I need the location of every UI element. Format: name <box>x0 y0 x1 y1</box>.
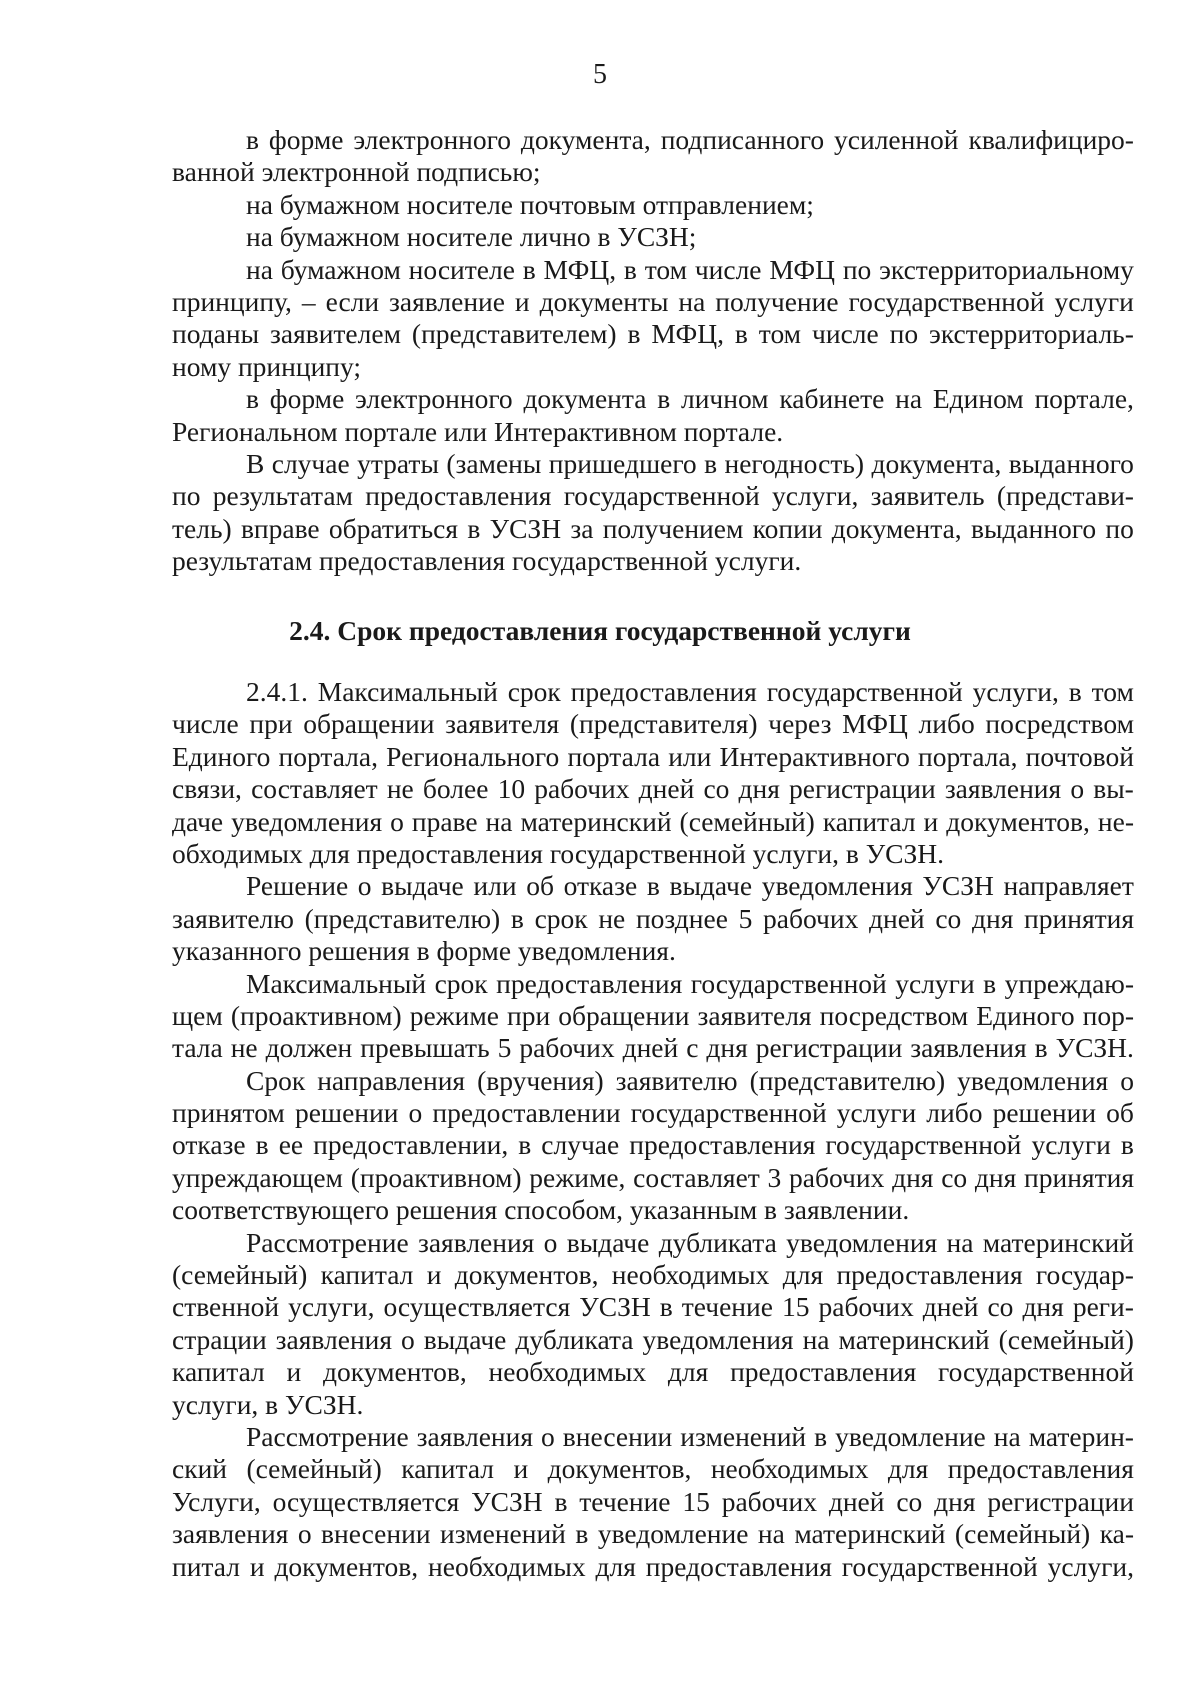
text-line: Решение о выдаче или об отказе в выдаче уведомления УСЗН направляет <box>246 870 1134 902</box>
text-line: страции заявления о выдаче дубликата уведомления на материнский (семейный) <box>172 1323 1134 1355</box>
text-line: даче уведомления о праве на материнский (семейный) капитал и документов, не- <box>172 805 1134 837</box>
text-line: на бумажном носителе почтовым отправлением; <box>246 188 814 220</box>
text-line: 2.4.1. Максимальный срок предоставления государственной услуги, в том <box>246 676 1134 707</box>
text-line: на бумажном носителе в МФЦ, в том числе МФЦ по экстерриториальному <box>246 253 1134 285</box>
text-line: в форме электронного документа в личном кабинете на Едином портале, <box>246 383 1134 415</box>
text-line: Региональном портале или Интерактивном портале. <box>172 415 784 447</box>
text-line: В случае утраты (замены пришедшего в негодность) документа, выданного <box>246 447 1134 479</box>
text-line: связи, составляет не более 10 рабочих дней со дня регистрации заявления о вы- <box>172 773 1134 805</box>
text-line: обходимых для предоставления государственной услуги, в УСЗН. <box>172 837 945 869</box>
text-line: ванной электронной подписью; <box>172 156 541 188</box>
body-text-block-2 <box>172 676 1134 1583</box>
page-number: 5 <box>593 59 607 90</box>
text-line: результатам предоставления государственной услуги. <box>172 545 802 577</box>
text-line: капитал и документов, необходимых для предоставления государственной <box>172 1356 1134 1388</box>
text-line: заявления о внесении изменений в уведомление на материнский (семейный) ка- <box>172 1518 1134 1550</box>
text-line: ному принципу; <box>172 350 362 382</box>
text-line: Рассмотрение заявления о выдаче дубликата уведомления на материнский <box>246 1226 1134 1258</box>
text-line: заявителю (представителю) в срок не позднее 5 рабочих дней со дня принятия <box>172 902 1134 934</box>
text-line: питал и документов, необходимых для предоставления государственной услуги, <box>172 1550 1134 1582</box>
text-line: упреждающем (проактивном) режиме, составляет 3 рабочих дня со дня принятия <box>172 1161 1134 1193</box>
text-line: услуги, в УСЗН. <box>172 1388 364 1420</box>
text-line: принятом решении о предоставлении государственной услуги либо решении об <box>172 1097 1134 1129</box>
text-line: (семейный) капитал и документов, необходимых для предоставления государ- <box>172 1259 1134 1291</box>
text-line: на бумажном носителе лично в УСЗН; <box>246 221 697 253</box>
text-line: Рассмотрение заявления о внесении изменений в уведомление на материн- <box>246 1420 1134 1452</box>
body-text-block-1 <box>172 124 1134 577</box>
text-line: Услуги, осуществляется УСЗН в течение 15 рабочих дней со дня регистрации <box>172 1485 1134 1517</box>
text-line: принципу, – если заявление и документы на получение государственной услуги <box>172 285 1134 317</box>
text-line: соответствующего решения способом, указанным в заявлении. <box>172 1194 910 1226</box>
text-line: в форме электронного документа, подписанного усиленной квалифициро- <box>246 124 1134 155</box>
text-line: поданы заявителем (представителем) в МФЦ, в том числе по экстерриториаль- <box>172 318 1134 350</box>
text-line: ственной услуги, осуществляется УСЗН в течение 15 рабочих дней со дня реги- <box>172 1291 1134 1323</box>
text-line: тала не должен превышать 5 рабочих дней с дня регистрации заявления в УСЗН. <box>172 1032 1134 1064</box>
text-line: указанного решения в форме уведомления. <box>172 935 676 967</box>
text-line: Срок направления (вручения) заявителю (представителю) уведомления о <box>246 1064 1134 1096</box>
text-line: отказе в ее предоставлении, в случае предоставления государственной услуги в <box>172 1129 1134 1161</box>
text-line: ский (семейный) капитал и документов, необходимых для предоставления <box>172 1453 1134 1485</box>
text-line: Единого портала, Регионального портала или Интерактивного портала, почтовой <box>172 740 1134 772</box>
text-line: Максимальный срок предоставления государственной услуги в упреждаю- <box>246 967 1134 999</box>
text-line: щем (проактивном) режиме при обращении заявителя посредством Единого пор- <box>172 999 1134 1031</box>
section-heading: 2.4. Срок предоставления государственной услуги <box>289 615 911 646</box>
text-line: по результатам предоставления государственной услуги, заявитель (представи- <box>172 480 1134 512</box>
text-line: тель) вправе обратиться в УСЗН за получением копии документа, выданного по <box>172 512 1134 544</box>
text-line: числе при обращении заявителя (представителя) через МФЦ либо посредством <box>172 708 1134 740</box>
